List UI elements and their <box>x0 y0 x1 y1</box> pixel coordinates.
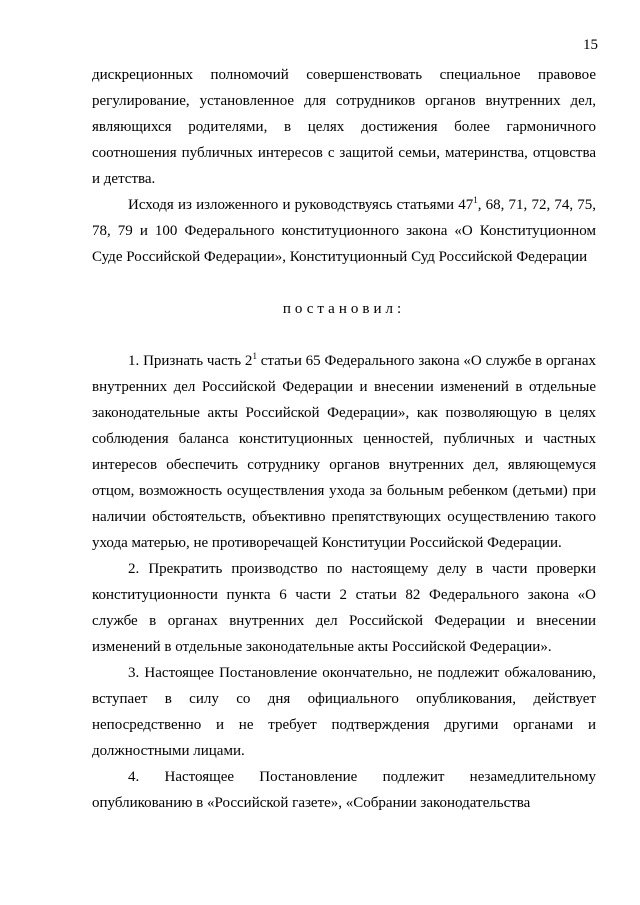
decree-heading: постановил: <box>282 301 406 317</box>
item-1-text-start: 1. Признать часть 2 <box>128 353 253 369</box>
decree-item-4: 4. Настоящее Постановление подлежит незамедлительному опубликованию в «Российской газете», «Собрании законодательства <box>92 769 596 811</box>
section-spacer <box>92 322 596 348</box>
basis-text-start: Исходя из изложенного и руководствуясь статьями 47 <box>128 197 474 213</box>
decree-item-1 <box>92 348 596 556</box>
article-superscript: 1 <box>473 195 478 205</box>
item-1-text-end: статьи 65 Федерального закона «О службе в органах внутренних дел Российской Федерации и внесении изменений в отдельные законодательные акты Российской Федерации», как позволяющую в целях соблюдения баланса конституционных ценностей, публичных и частных интересов обеспечить сотруднику органов внутренних дел, являющемуся отцом, возможность осуществления ухода за больным ребенком (детьми) при наличии обстоятельств, объективно препятствующих осуществлению такого ухода матерью, не противоречащей Конституции Российской Федерации. <box>92 353 596 551</box>
decree-item-3: 3. Настоящее Постановление окончательно, не подлежит обжалованию, вступает в силу со дня официального опубликования, действует непосредственно и не требует подтверждения другими органами и должностными лицами. <box>92 665 596 759</box>
document-body <box>92 62 596 816</box>
decree-item-2: 2. Прекратить производство по настоящему делу в части проверки конституционности пункта 6 части 2 статьи 82 Федерального закона «О службе в органах внутренних дел Российской Федерации и внесении изменений в отдельные законодательные акты Российской Федерации». <box>92 561 596 655</box>
basis-paragraph <box>92 192 596 270</box>
part-superscript: 1 <box>252 351 257 361</box>
intro-paragraph: дискреционных полномочий совершенствовать специальное правовое регулирование, установленное для сотрудников органов внутренних дел, являющихся родителями, в целях достижения более гармоничного соотношения публичных интересов с защитой семьи, материнства, отцовства и детства. <box>92 67 596 187</box>
page-number: 15 <box>583 37 598 53</box>
basis-text-end: , 68, 71, 72, 74, 75, 78, 79 и 100 Федерального конституционного закона «О Конституционном Суде Российской Федерации», Конституционный Суд Российской Федерации <box>92 197 596 265</box>
